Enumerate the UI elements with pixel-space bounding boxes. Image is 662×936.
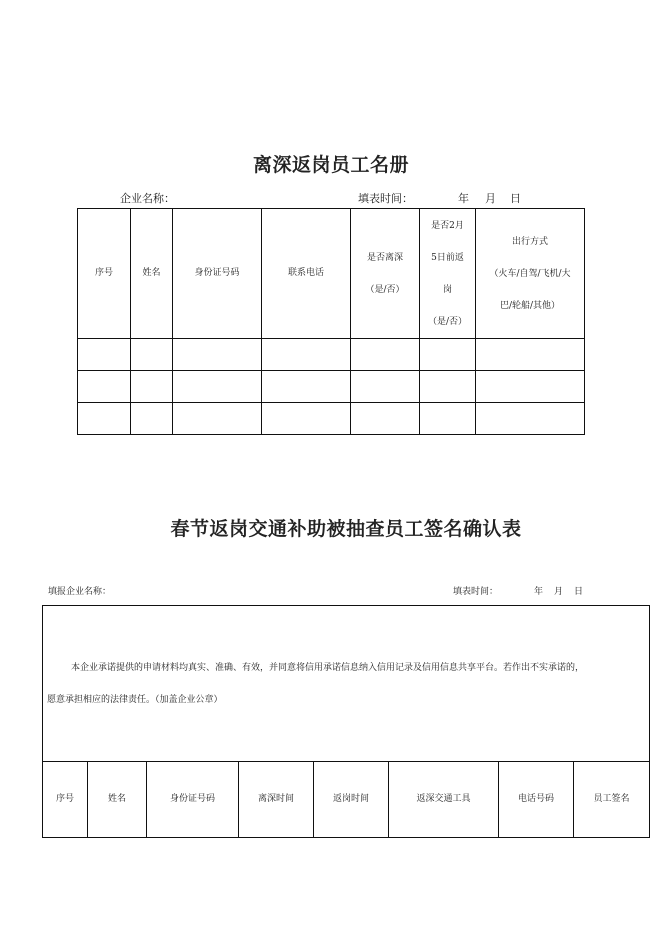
cell[interactable] — [476, 371, 585, 403]
cell[interactable] — [173, 403, 262, 435]
col-phone-header: 电话号码 — [499, 762, 574, 838]
cell[interactable] — [351, 339, 420, 371]
form1-day: 日 — [510, 192, 521, 205]
table-row — [78, 371, 585, 403]
cell[interactable] — [131, 371, 173, 403]
col-name-header: 姓名 — [131, 209, 173, 339]
table-row — [78, 403, 585, 435]
form2-header-row — [43, 762, 650, 838]
cell[interactable] — [351, 403, 420, 435]
cell[interactable] — [351, 371, 420, 403]
return-line2: 5日前返 — [431, 252, 464, 263]
cell[interactable] — [131, 339, 173, 371]
pledge-line1: 本企业承诺提供的申请材料均真实、准确、有效，并同意将信用承诺信息纳入信用记录及信用信息共享平台。若作出不实承诺的， — [71, 662, 585, 673]
col-travel-header — [476, 209, 585, 339]
travel-line3: 巴/轮船/其他） — [499, 300, 561, 311]
travel-line2: （火车/自驾/飞机/大 — [489, 268, 571, 279]
col-left-time-header: 离深时间 — [239, 762, 314, 838]
pledge-cell — [43, 606, 650, 762]
col-left-sz-header — [351, 209, 420, 339]
col-transport-header: 返深交通工具 — [389, 762, 499, 838]
return-line1: 是否2月 — [431, 220, 464, 231]
col-id-header: 身份证号码 — [147, 762, 239, 838]
return-line3: 岗 — [442, 284, 452, 295]
form1-table — [77, 208, 585, 435]
cell[interactable] — [476, 403, 585, 435]
table-row — [78, 339, 585, 371]
form2-table — [42, 605, 650, 838]
return-line4: （是/否） — [427, 316, 468, 327]
form2-company-label: 填报企业名称： — [48, 587, 112, 597]
col-return-time-header: 返岗时间 — [314, 762, 389, 838]
col-name-header: 姓名 — [88, 762, 147, 838]
col-return-header — [420, 209, 476, 339]
form1-title: 离深返岗员工名册 — [252, 154, 409, 176]
form2-fill-time-label: 填表时间： — [453, 587, 499, 597]
cell[interactable] — [78, 371, 131, 403]
col-phone-header: 联系电话 — [262, 209, 351, 339]
form2-month: 月 — [554, 587, 564, 597]
left-sz-line1: 是否离深 — [366, 252, 403, 263]
form2-day: 日 — [574, 587, 584, 597]
cell[interactable] — [78, 339, 131, 371]
cell[interactable] — [476, 339, 585, 371]
col-seq-header: 序号 — [43, 762, 88, 838]
form1-year: 年 — [458, 192, 469, 205]
form2-title: 春节返岗交通补助被抽查员工签名确认表 — [170, 518, 522, 540]
col-signature-header: 员工签名 — [574, 762, 650, 838]
cell[interactable] — [173, 371, 262, 403]
left-sz-line2: （是/否） — [365, 284, 405, 295]
cell[interactable] — [262, 371, 351, 403]
travel-line1: 出行方式 — [511, 236, 548, 247]
pledge-row — [43, 606, 650, 762]
form2-year: 年 — [534, 587, 544, 597]
cell[interactable] — [420, 403, 476, 435]
cell[interactable] — [78, 403, 131, 435]
cell[interactable] — [420, 339, 476, 371]
form1-header-row — [78, 209, 585, 339]
col-seq-header: 序号 — [78, 209, 131, 339]
form1-fill-time-label: 填表时间： — [358, 192, 413, 205]
col-id-header: 身份证号码 — [173, 209, 262, 339]
cell[interactable] — [420, 371, 476, 403]
form1-month: 月 — [485, 192, 496, 205]
cell[interactable] — [262, 339, 351, 371]
cell[interactable] — [131, 403, 173, 435]
cell[interactable] — [262, 403, 351, 435]
cell[interactable] — [173, 339, 262, 371]
form1-company-label: 企业名称： — [120, 192, 175, 205]
pledge-line2: 愿意承担相应的法律责任。（加盖企业公章） — [47, 694, 223, 705]
